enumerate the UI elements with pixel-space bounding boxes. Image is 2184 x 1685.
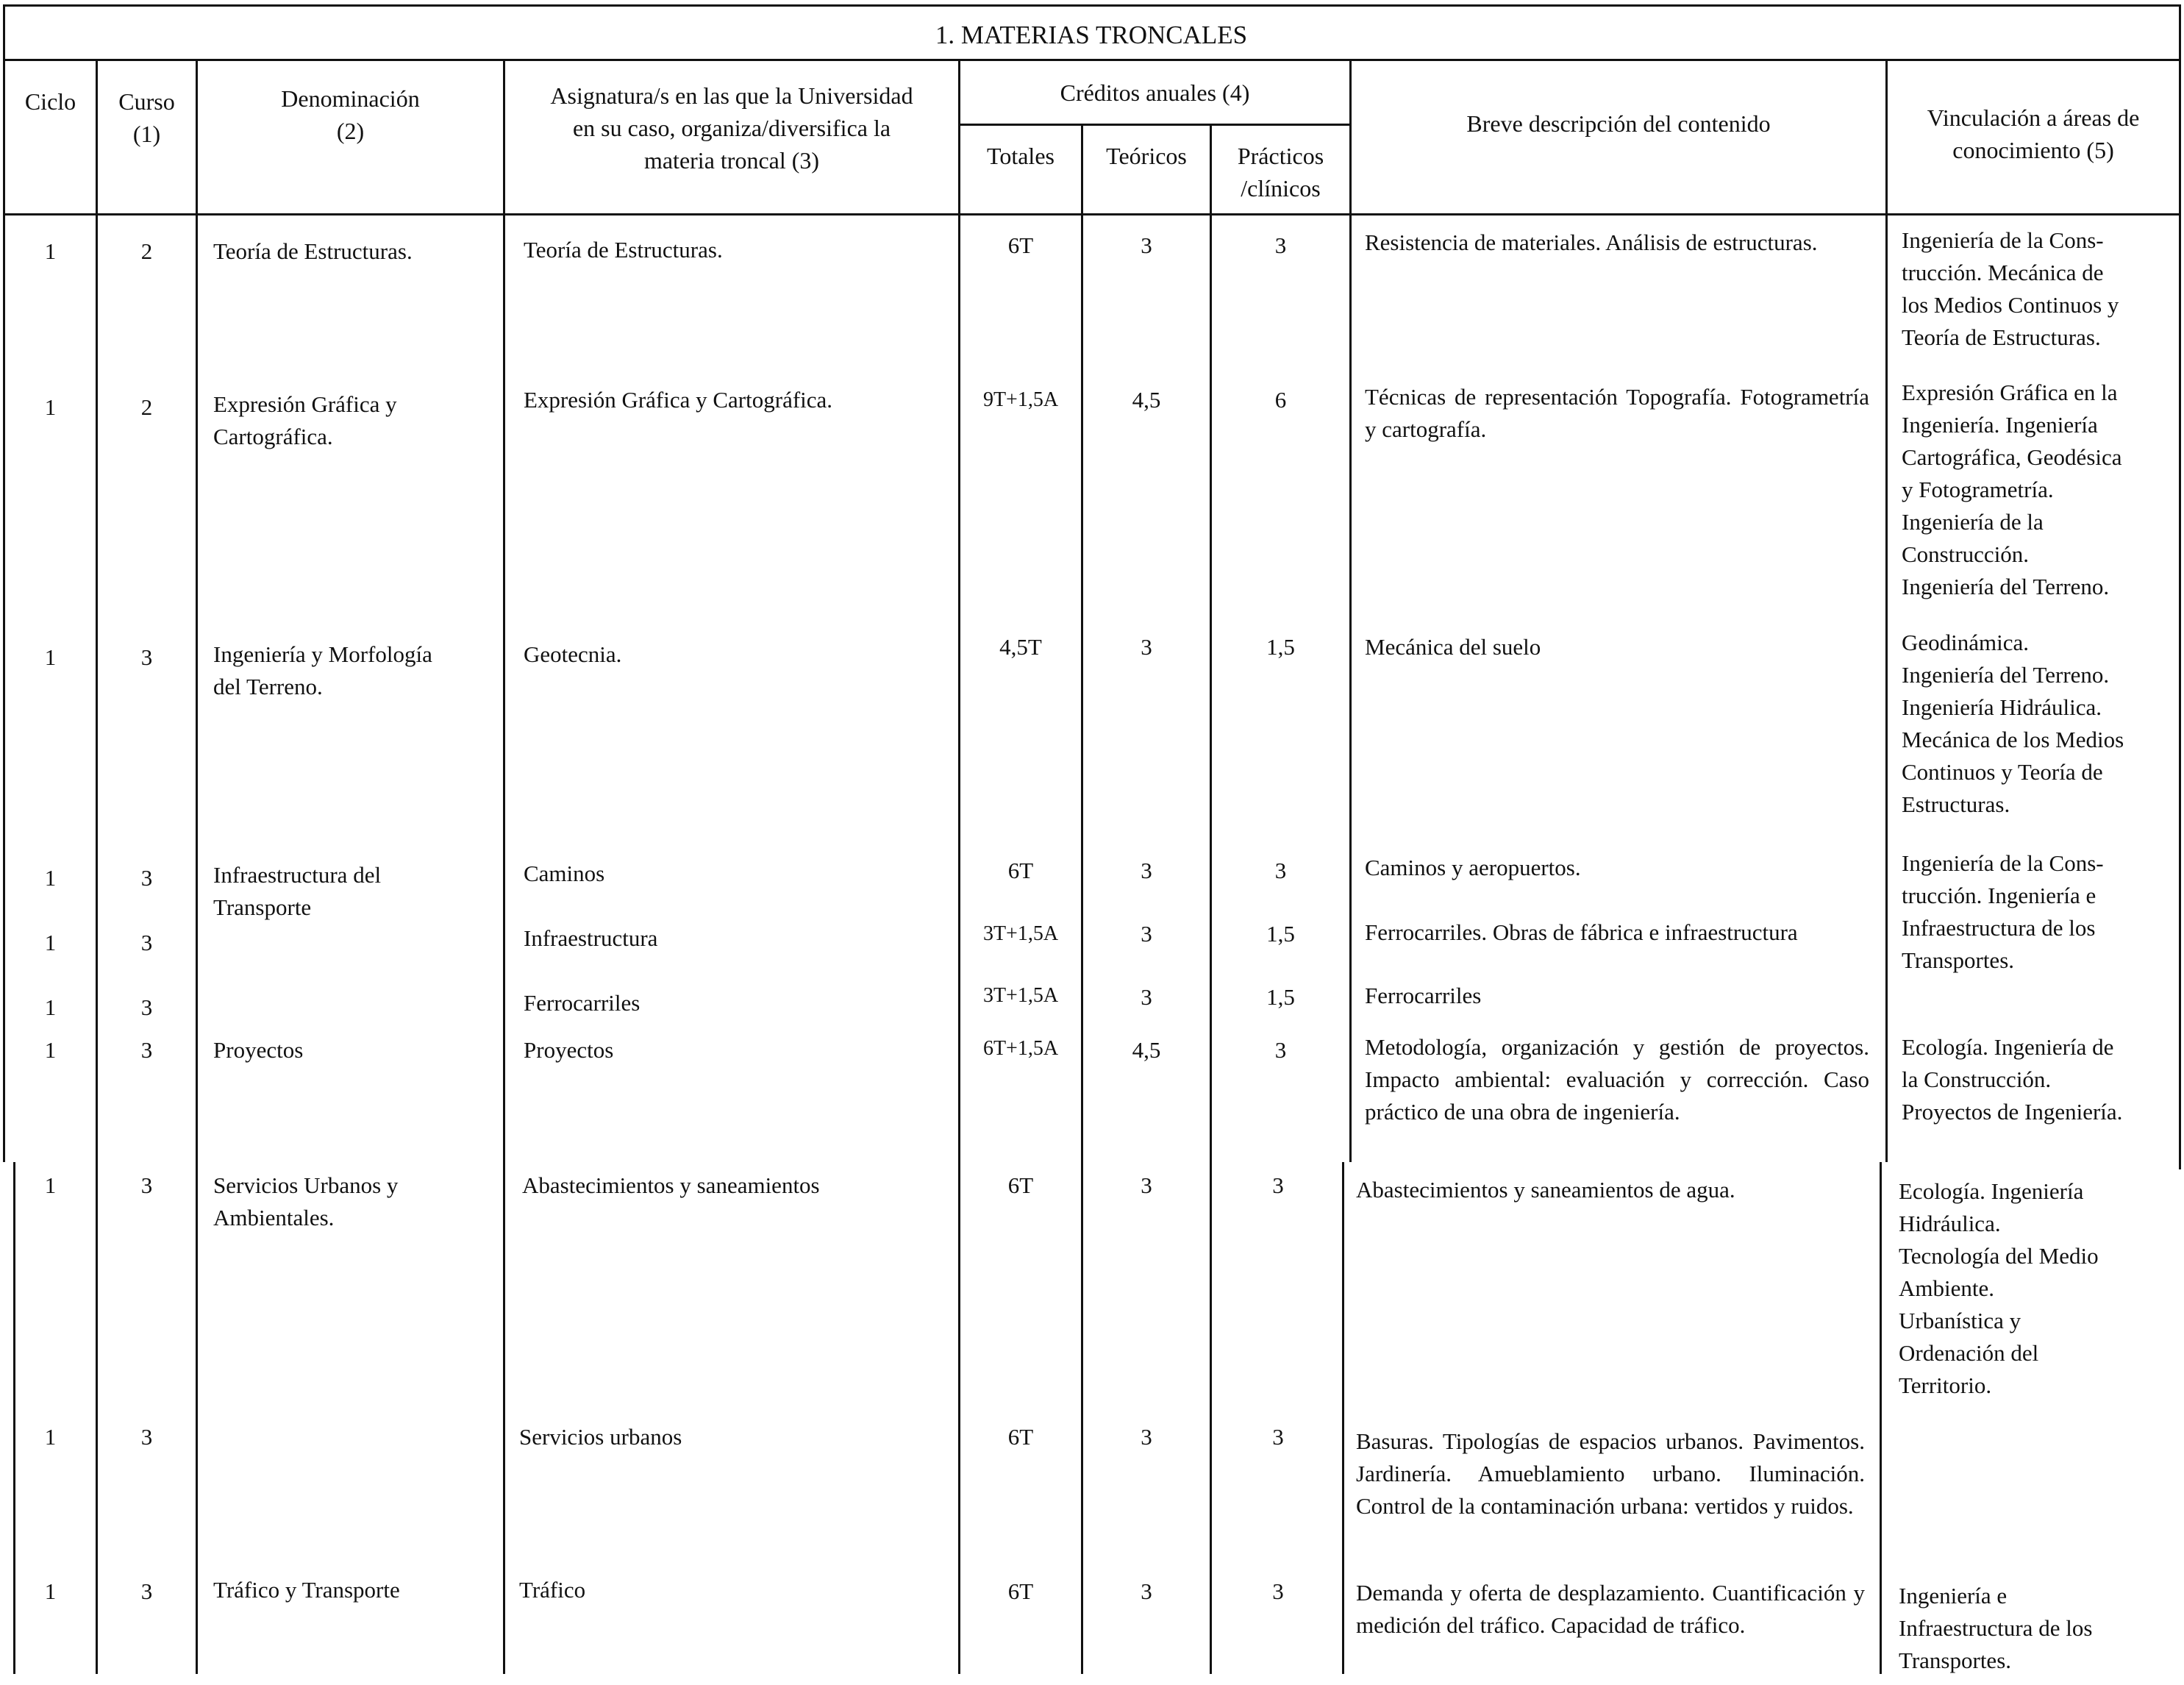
row-10-ciclo: 1 bbox=[44, 1578, 57, 1604]
row-1-teoricos: 3 bbox=[1141, 232, 1152, 258]
header-bottom-rule bbox=[3, 213, 2181, 215]
header-denominacion-line-2: (2) bbox=[336, 118, 365, 144]
top-border bbox=[3, 4, 2181, 7]
row-1-denominacion-line-1: Teoría de Estructuras. bbox=[213, 238, 413, 264]
row-10-teoricos: 3 bbox=[1141, 1578, 1152, 1604]
row-5-teoricos: 3 bbox=[1141, 921, 1152, 947]
header-asignatura bbox=[505, 79, 958, 177]
row-3-vinculacion-line-5: Continuos y Teoría de bbox=[1902, 759, 2103, 785]
row-4-descripcion: Caminos y aeropuertos. bbox=[1365, 855, 1581, 880]
row-8-denominacion-line-2: Ambientales. bbox=[213, 1205, 335, 1230]
row-3-vinculacion bbox=[1902, 627, 2124, 821]
row-1-ciclo: 1 bbox=[44, 238, 57, 264]
row-2-teoricos: 4,5 bbox=[1132, 387, 1161, 413]
header-totales-text: Totales bbox=[987, 143, 1054, 169]
row-3-asignatura: Geotecnia. bbox=[524, 641, 622, 667]
row-7-totales: 6T+1,5A bbox=[982, 1037, 1059, 1060]
row-2-vinculacion-line-6: Construcción. bbox=[1902, 541, 2030, 567]
row-8-vinculacion-line-3: Tecnología del Medio bbox=[1899, 1243, 2099, 1269]
row-10-practicos: 3 bbox=[1272, 1578, 1284, 1604]
row-7-curso: 3 bbox=[140, 1037, 153, 1063]
row-3-vinculacion-line-1: Geodinámica. bbox=[1902, 630, 2030, 655]
row-1-totales: 6T bbox=[1007, 232, 1034, 258]
row-7-asignatura: Proyectos bbox=[524, 1037, 614, 1063]
header-ciclo bbox=[5, 85, 96, 118]
header-practicos-line-2: /clínicos bbox=[1241, 175, 1321, 202]
row-8-ciclo: 1 bbox=[44, 1172, 57, 1198]
row-10-vinculacion-line-2: Infraestructura de los bbox=[1899, 1615, 2093, 1641]
row-1-vinculacion-line-4: Teoría de Estructuras. bbox=[1902, 324, 2101, 350]
row-7-vinculacion-line-1: Ecología. Ingeniería de bbox=[1902, 1034, 2114, 1060]
row-8-vinculacion-line-7: Territorio. bbox=[1899, 1372, 1992, 1398]
row-2-denominacion-line-1: Expresión Gráfica y bbox=[213, 391, 397, 417]
row-3-vinculacion-line-3: Ingeniería Hidráulica. bbox=[1902, 694, 2102, 720]
row-10-vinculacion-line-3: Transportes. bbox=[1899, 1647, 2012, 1673]
row-7-denominacion bbox=[213, 1034, 303, 1066]
row-2-vinculacion-line-4: y Fotogrametría. bbox=[1902, 477, 2054, 502]
row-8-denominacion bbox=[213, 1169, 398, 1234]
row-5-descripcion: Ferrocarriles. Obras de fábrica e infraestructura bbox=[1365, 919, 1798, 945]
row-10-totales: 6T bbox=[1007, 1578, 1034, 1604]
row-4-asignatura: Caminos bbox=[524, 861, 605, 886]
row-1-vinculacion-line-2: trucción. Mecánica de bbox=[1902, 260, 2104, 285]
row-4-ciclo: 1 bbox=[44, 865, 57, 891]
header-practicos bbox=[1212, 140, 1349, 204]
row-8-vinculacion-line-5: Urbanística y bbox=[1899, 1308, 2021, 1333]
row-4-curso: 3 bbox=[140, 865, 153, 891]
row-7-vinculacion-line-2: la Construcción. bbox=[1902, 1066, 2052, 1092]
col-divider-denominacion bbox=[503, 59, 505, 1674]
row-3-descripcion: Mecánica del suelo bbox=[1365, 634, 1541, 660]
row-2-vinculacion-line-1: Expresión Gráfica en la bbox=[1902, 380, 2118, 405]
row-4-denominacion-line-1: Infraestructura del bbox=[213, 862, 382, 888]
row-8-asignatura: Abastecimientos y saneamientos bbox=[522, 1172, 820, 1198]
row-4-teoricos: 3 bbox=[1141, 858, 1152, 883]
row-2-vinculacion-line-2: Ingeniería. Ingeniería bbox=[1902, 412, 2098, 438]
row-2-ciclo: 1 bbox=[44, 394, 57, 420]
row-8-vinculacion-line-6: Ordenación del bbox=[1899, 1340, 2039, 1366]
row-3-denominacion-line-1: Ingeniería y Morfología bbox=[213, 641, 432, 667]
row-1-asignatura: Teoría de Estructuras. bbox=[524, 237, 723, 263]
row-1-vinculacion-line-1: Ingeniería de la Cons- bbox=[1902, 227, 2104, 253]
header-creditos bbox=[960, 76, 1349, 109]
row-8-practicos: 3 bbox=[1272, 1172, 1284, 1198]
row-9-practicos: 3 bbox=[1272, 1424, 1284, 1450]
row-1-curso: 2 bbox=[140, 238, 153, 264]
row-8-vinculacion bbox=[1899, 1175, 2099, 1402]
header-teoricos bbox=[1083, 140, 1210, 172]
row-2-asignatura: Expresión Gráfica y Cartográfica. bbox=[524, 387, 833, 413]
row-4-vinculacion-line-1: Ingeniería de la Cons- bbox=[1902, 850, 2104, 876]
row-7-ciclo: 1 bbox=[44, 1037, 57, 1063]
row-2-vinculacion bbox=[1902, 377, 2122, 603]
row-7-practicos: 3 bbox=[1274, 1037, 1287, 1063]
row-8-totales: 6T bbox=[1007, 1172, 1034, 1198]
header-vinculacion-line-2: conocimiento (5) bbox=[1952, 137, 2114, 163]
row-5-practicos: 1,5 bbox=[1266, 921, 1295, 947]
row-5-curso: 3 bbox=[140, 930, 153, 955]
row-8-vinculacion-line-1: Ecología. Ingeniería bbox=[1899, 1178, 2084, 1204]
row-4-denominacion bbox=[213, 859, 381, 924]
row-6-descripcion: Ferrocarriles bbox=[1365, 983, 1482, 1008]
row-3-vinculacion-line-2: Ingeniería del Terreno. bbox=[1902, 662, 2110, 688]
header-denominacion-line-1: Denominación bbox=[281, 85, 420, 112]
row-4-totales: 6T bbox=[1007, 858, 1034, 883]
row-10-asignatura: Tráfico bbox=[519, 1577, 586, 1603]
row-4-vinculacion-line-4: Transportes. bbox=[1902, 947, 2015, 973]
row-6-totales: 3T+1,5A bbox=[982, 984, 1059, 1007]
row-7-vinculacion bbox=[1902, 1031, 2122, 1128]
row-6-teoricos: 3 bbox=[1141, 984, 1152, 1010]
row-3-ciclo: 1 bbox=[44, 644, 57, 670]
row-5-totales: 3T+1,5A bbox=[982, 922, 1059, 945]
header-practicos-line-1: Prácticos bbox=[1237, 143, 1324, 169]
creditos-rule bbox=[958, 124, 1349, 126]
header-curso-line-1: Curso bbox=[118, 88, 175, 115]
row-8-denominacion-line-1: Servicios Urbanos y bbox=[213, 1172, 399, 1198]
header-ciclo-text: Ciclo bbox=[24, 88, 76, 115]
row-3-teoricos: 3 bbox=[1141, 634, 1152, 660]
row-9-ciclo: 1 bbox=[44, 1424, 57, 1450]
row-2-vinculacion-line-3: Cartográfica, Geodésica bbox=[1902, 444, 2122, 470]
row-10-vinculacion bbox=[1899, 1580, 2092, 1677]
row-1-denominacion bbox=[213, 235, 413, 268]
row-3-curso: 3 bbox=[140, 644, 153, 670]
header-asignatura-line-1: Asignatura/s en las que la Universidad bbox=[550, 82, 913, 109]
row-2-curso: 2 bbox=[140, 394, 153, 420]
row-8-curso: 3 bbox=[140, 1172, 153, 1198]
row-8-vinculacion-line-4: Ambiente. bbox=[1899, 1275, 1994, 1301]
row-7-vinculacion-line-3: Proyectos de Ingeniería. bbox=[1902, 1099, 2123, 1125]
row-7-descripcion: Metodología, organización y gestión de proyectos. Impacto ambiental: evaluación y corrección. Caso práctico de una obra de ingeniería. bbox=[1365, 1034, 1869, 1125]
row-4-vinculacion-line-3: Infraestructura de los bbox=[1902, 915, 2096, 941]
row-8-vinculacion-line-2: Hidráulica. bbox=[1899, 1211, 2001, 1236]
row-4-vinculacion bbox=[1902, 847, 2104, 977]
header-vinculacion bbox=[1888, 101, 2179, 166]
row-10-curso: 3 bbox=[140, 1578, 153, 1604]
row-5-ciclo: 1 bbox=[44, 930, 57, 955]
row-1-vinculacion-line-3: los Medios Continuos y bbox=[1902, 292, 2119, 318]
row-6-practicos: 1,5 bbox=[1266, 984, 1295, 1010]
header-creditos-text: Créditos anuales (4) bbox=[1060, 79, 1250, 106]
header-totales bbox=[960, 140, 1081, 172]
row-3-vinculacion-line-4: Mecánica de los Medios bbox=[1902, 727, 2124, 752]
header-asignatura-line-2: en su caso, organiza/diversifica la bbox=[572, 115, 891, 141]
title-rule bbox=[3, 59, 2181, 61]
row-3-totales: 4,5T bbox=[999, 634, 1042, 660]
row-2-denominacion-line-2: Cartográfica. bbox=[213, 424, 333, 449]
row-1-descripcion: Resistencia de materiales. Análisis de estructuras. bbox=[1365, 229, 1818, 255]
row-10-denominacion bbox=[213, 1574, 400, 1606]
row-5-asignatura: Infraestructura bbox=[524, 925, 658, 951]
row-2-practicos: 6 bbox=[1274, 387, 1287, 413]
row-8-descripcion: Abastecimientos y saneamientos de agua. bbox=[1356, 1177, 1735, 1203]
header-descripcion bbox=[1352, 107, 1885, 140]
header-vinculacion-line-1: Vinculación a áreas de bbox=[1927, 104, 2140, 131]
header-descripcion-text: Breve descripción del contenido bbox=[1466, 110, 1771, 137]
row-2-vinculacion-line-5: Ingeniería de la bbox=[1902, 509, 2044, 535]
row-6-asignatura: Ferrocarriles bbox=[524, 990, 640, 1016]
right-border-upper bbox=[2179, 59, 2181, 1169]
row-2-denominacion bbox=[213, 388, 397, 453]
row-6-ciclo: 1 bbox=[44, 994, 57, 1020]
row-9-asignatura: Servicios urbanos bbox=[519, 1424, 682, 1450]
row-9-teoricos: 3 bbox=[1141, 1424, 1152, 1450]
header-asignatura-line-3: materia troncal (3) bbox=[643, 147, 820, 174]
header-teoricos-text: Teóricos bbox=[1106, 143, 1187, 169]
row-3-denominacion bbox=[213, 638, 432, 703]
row-3-practicos: 1,5 bbox=[1266, 634, 1295, 660]
row-4-vinculacion-line-2: trucción. Ingeniería e bbox=[1902, 883, 2096, 908]
header-denominacion bbox=[198, 82, 503, 147]
row-7-teoricos: 4,5 bbox=[1132, 1037, 1161, 1063]
row-8-teoricos: 3 bbox=[1141, 1172, 1152, 1198]
table-title: 1. MATERIAS TRONCALES bbox=[935, 21, 1248, 49]
col-divider-practicos bbox=[1349, 59, 1352, 1162]
row-2-descripcion: Técnicas de representación Topografía. Fotogrametría y cartografía. bbox=[1365, 384, 1869, 442]
row-10-descripcion: Demanda y oferta de desplazamiento. Cuantificación y medición del tráfico. Capacidad de tráfico. bbox=[1356, 1580, 1865, 1638]
row-9-curso: 3 bbox=[140, 1424, 153, 1450]
row-3-vinculacion-line-6: Estructuras. bbox=[1902, 791, 2010, 817]
row-2-vinculacion-line-7: Ingeniería del Terreno. bbox=[1902, 574, 2110, 599]
header-curso-line-2: (1) bbox=[132, 121, 161, 147]
col-divider-curso bbox=[196, 59, 198, 1674]
row-1-practicos: 3 bbox=[1274, 232, 1287, 258]
row-2-totales: 9T+1,5A bbox=[982, 388, 1059, 411]
row-9-totales: 6T bbox=[1007, 1424, 1034, 1450]
row-7-denominacion-line-1: Proyectos bbox=[213, 1037, 304, 1063]
row-4-denominacion-line-2: Transporte bbox=[213, 894, 312, 920]
col-divider-descripcion bbox=[1885, 59, 1888, 1162]
row-3-denominacion-line-2: del Terreno. bbox=[213, 674, 323, 699]
row-10-vinculacion-line-1: Ingeniería e bbox=[1899, 1583, 2008, 1609]
row-1-vinculacion bbox=[1902, 224, 2119, 354]
row-9-descripcion: Basuras. Tipologías de espacios urbanos. Pavimentos. Jardinería. Amueblamiento urbano. Iluminación. Control de la contaminación urbana: vertidos y ruidos. bbox=[1356, 1428, 1865, 1519]
row-4-practicos: 3 bbox=[1274, 858, 1287, 883]
row-6-curso: 3 bbox=[140, 994, 153, 1020]
col-divider-descripcion-lower bbox=[1880, 1162, 1882, 1674]
row-10-denominacion-line-1: Tráfico y Transporte bbox=[213, 1577, 400, 1603]
header-curso bbox=[98, 85, 196, 150]
